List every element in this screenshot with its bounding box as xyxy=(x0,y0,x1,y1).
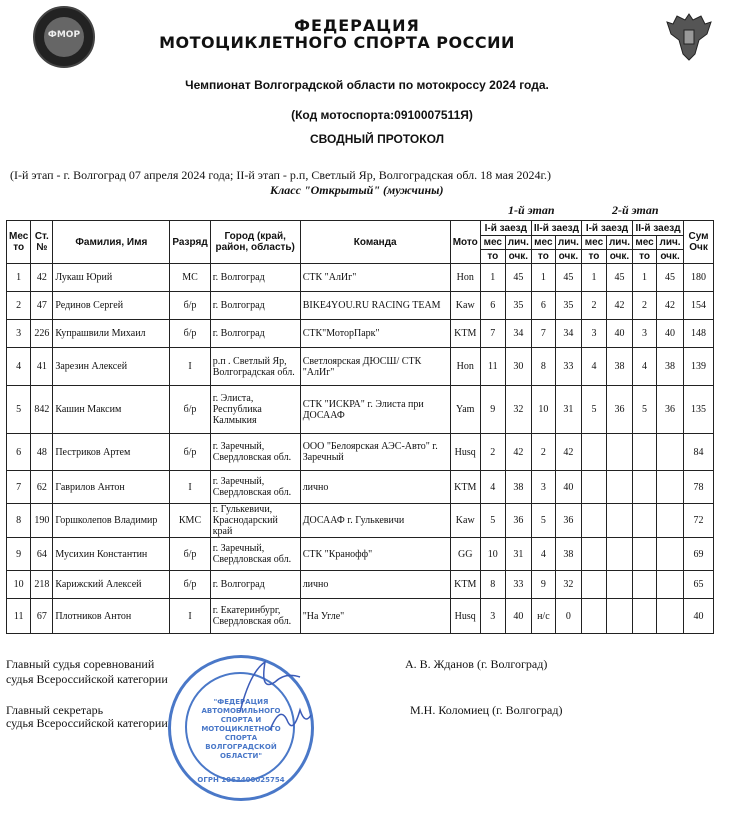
table-row xyxy=(7,599,714,634)
cell-s1h2m: 7 xyxy=(531,320,555,348)
col-city: Город (край, район, область) xyxy=(210,221,300,264)
cell-sum: 78 xyxy=(684,471,714,504)
cell-s1h1p: 30 xyxy=(505,348,531,386)
cell-team: Светлоярская ДЮСШ/ СТК "АлИг" xyxy=(300,348,450,386)
protocol-title: СВОДНЫЙ ПРОТОКОЛ xyxy=(309,132,445,146)
cell-num: 190 xyxy=(31,504,53,538)
cell-num: 41 xyxy=(31,348,53,386)
cell-moto: Hon xyxy=(450,348,480,386)
cell-s2h1m xyxy=(581,538,606,571)
sub-och: очк. xyxy=(505,250,531,264)
stage2-label: 2-й этап xyxy=(612,203,659,217)
cell-s1h1p: 34 xyxy=(505,320,531,348)
cell-name: Рединов Сергей xyxy=(53,292,170,320)
cell-rank: I xyxy=(170,471,210,504)
cell-rank: I xyxy=(170,348,210,386)
secretary-name: М.Н. Коломиец (г. Волгоград) xyxy=(410,703,563,717)
cell-s2h1m xyxy=(581,571,606,599)
cell-rank: б/р xyxy=(170,292,210,320)
cell-s2h2p xyxy=(657,504,684,538)
cell-s1h2m: 9 xyxy=(531,571,555,599)
championship-title: Чемпионат Волгоградской области по мотокроссу 2024 года. xyxy=(185,78,549,92)
cell-s2h2p xyxy=(657,471,684,504)
cell-sum: 72 xyxy=(684,504,714,538)
cell-sum: 154 xyxy=(684,292,714,320)
cell-s1h2p: 36 xyxy=(555,504,581,538)
cell-sum: 65 xyxy=(684,571,714,599)
cell-s1h2m: 5 xyxy=(531,504,555,538)
sub-mes: мес xyxy=(531,236,555,250)
cell-place: 9 xyxy=(7,538,31,571)
cell-s1h1p: 42 xyxy=(505,434,531,471)
cell-s2h2m xyxy=(633,571,657,599)
sub-mes: мес xyxy=(480,236,505,250)
cell-team: СТК "ИСКРА" г. Элиста при ДОСААФ xyxy=(300,386,450,434)
cell-s2h2m xyxy=(633,538,657,571)
cell-num: 226 xyxy=(31,320,53,348)
cell-s1h1m: 7 xyxy=(480,320,505,348)
cell-s1h1p: 40 xyxy=(505,599,531,634)
cell-name: Пестриков Артем xyxy=(53,434,170,471)
cell-s2h2m xyxy=(633,504,657,538)
cell-team: "На Угле" xyxy=(300,599,450,634)
cell-moto: Kaw xyxy=(450,292,480,320)
sub-lich: лич. xyxy=(505,236,531,250)
col-sum: Сум Очк xyxy=(684,221,714,264)
cell-num: 42 xyxy=(31,264,53,292)
cell-s2h1p: 38 xyxy=(606,348,632,386)
table-row xyxy=(7,471,714,504)
cell-rank: б/р xyxy=(170,571,210,599)
cell-s1h2p: 32 xyxy=(555,571,581,599)
cell-s1h1m: 1 xyxy=(480,264,505,292)
cell-sum: 69 xyxy=(684,538,714,571)
class-label: Класс "Открытый" (мужчины) xyxy=(270,183,444,197)
cell-moto: Kaw xyxy=(450,504,480,538)
cell-s1h1m: 3 xyxy=(480,599,505,634)
cell-name: Купрашвили Михаил xyxy=(53,320,170,348)
cell-s2h1m: 5 xyxy=(581,386,606,434)
cell-place: 10 xyxy=(7,571,31,599)
cell-s2h1p xyxy=(606,538,632,571)
cell-moto: Hon xyxy=(450,264,480,292)
federation-logo xyxy=(33,6,95,68)
cell-s2h1p xyxy=(606,434,632,471)
sub-to: то xyxy=(480,250,505,264)
cell-s1h1p: 36 xyxy=(505,504,531,538)
cell-moto: KTM xyxy=(450,320,480,348)
cell-place: 5 xyxy=(7,386,31,434)
cell-moto: Husq xyxy=(450,599,480,634)
cell-s2h2m: 3 xyxy=(633,320,657,348)
cell-city: г. Волгоград xyxy=(210,264,300,292)
cell-num: 218 xyxy=(31,571,53,599)
judge-title-2: судья Всероссийской категории xyxy=(6,672,168,686)
cell-s1h1p: 33 xyxy=(505,571,531,599)
cell-s1h2p: 45 xyxy=(555,264,581,292)
cell-s1h1m: 5 xyxy=(480,504,505,538)
cell-moto: Husq xyxy=(450,434,480,471)
cell-rank: б/р xyxy=(170,386,210,434)
cell-rank: б/р xyxy=(170,434,210,471)
cell-s1h2m: 10 xyxy=(531,386,555,434)
cell-moto: KTM xyxy=(450,571,480,599)
cell-name: Гаврилов Антон xyxy=(53,471,170,504)
cell-team: лично xyxy=(300,571,450,599)
cell-team: СТК"МоторПарк" xyxy=(300,320,450,348)
cell-city: р.п . Светлый Яр, Волгоградская обл. xyxy=(210,348,300,386)
table-row xyxy=(7,292,714,320)
cell-s1h2p: 35 xyxy=(555,292,581,320)
cell-s1h1m: 6 xyxy=(480,292,505,320)
cell-place: 8 xyxy=(7,504,31,538)
cell-name: Кашин Максим xyxy=(53,386,170,434)
col-rank: Разряд xyxy=(170,221,210,264)
cell-s1h1m: 8 xyxy=(480,571,505,599)
cell-s1h1p: 31 xyxy=(505,538,531,571)
cell-rank: МС xyxy=(170,264,210,292)
stage1-label: 1-й этап xyxy=(508,203,555,217)
cell-s2h1m: 1 xyxy=(581,264,606,292)
cell-s1h1p: 45 xyxy=(505,264,531,292)
cell-s1h1m: 10 xyxy=(480,538,505,571)
cell-city: г. Гулькевичи, Краснодарский край xyxy=(210,504,300,538)
cell-name: Лукаш Юрий xyxy=(53,264,170,292)
cell-s2h1p: 42 xyxy=(606,292,632,320)
cell-s1h2p: 0 xyxy=(555,599,581,634)
sub-mes: мес xyxy=(633,236,657,250)
cell-s2h2m xyxy=(633,471,657,504)
cell-place: 3 xyxy=(7,320,31,348)
col-moto: Мото xyxy=(450,221,480,264)
table-row xyxy=(7,571,714,599)
sub-och: очк. xyxy=(606,250,632,264)
sub-och: очк. xyxy=(657,250,684,264)
cell-s2h2p xyxy=(657,434,684,471)
cell-city: г. Волгоград xyxy=(210,320,300,348)
cell-num: 62 xyxy=(31,471,53,504)
cell-s2h1p xyxy=(606,471,632,504)
cell-rank: б/р xyxy=(170,538,210,571)
cell-s2h1p: 45 xyxy=(606,264,632,292)
cell-team: BIKE4YOU.RU RACING TEAM xyxy=(300,292,450,320)
table-row xyxy=(7,504,714,538)
col-s2-heat2: II-й заезд xyxy=(633,221,684,236)
sport-code: (Код мотоспорта:0910007511Я) xyxy=(291,108,473,122)
secretary-title-2: судья Всероссийской категории xyxy=(6,716,168,730)
cell-s1h1m: 4 xyxy=(480,471,505,504)
judge-title-1: Главный судья соревнований xyxy=(6,657,155,671)
stages-info: (I-й этап - г. Волгоград 07 апреля 2024 года; II-й этап - р.п, Светлый Яр, Волгоградская обл. 18 мая 2024г.) xyxy=(10,168,552,182)
cell-s2h2p: 40 xyxy=(657,320,684,348)
table-row xyxy=(7,386,714,434)
cell-num: 64 xyxy=(31,538,53,571)
cell-sum: 148 xyxy=(684,320,714,348)
cell-s2h2p: 45 xyxy=(657,264,684,292)
cell-city: г. Екатеринбург, Свердловская обл. xyxy=(210,599,300,634)
logo-text: ФМОР xyxy=(47,30,81,40)
cell-num: 48 xyxy=(31,434,53,471)
cell-city: г. Заречный, Свердловская обл. xyxy=(210,538,300,571)
cell-city: г. Заречный, Свердловская обл. xyxy=(210,471,300,504)
sub-och: очк. xyxy=(555,250,581,264)
cell-s2h2m xyxy=(633,599,657,634)
cell-s1h2p: 40 xyxy=(555,471,581,504)
cell-s2h2m: 5 xyxy=(633,386,657,434)
col-s2-heat1: I-й заезд xyxy=(581,221,632,236)
cell-moto: GG xyxy=(450,538,480,571)
table-row xyxy=(7,538,714,571)
cell-s2h2m xyxy=(633,434,657,471)
cell-num: 47 xyxy=(31,292,53,320)
cell-s1h1m: 11 xyxy=(480,348,505,386)
cell-s1h2p: 33 xyxy=(555,348,581,386)
cell-s1h2m: 4 xyxy=(531,538,555,571)
cell-s1h2p: 42 xyxy=(555,434,581,471)
cell-place: 1 xyxy=(7,264,31,292)
cell-s2h1m xyxy=(581,471,606,504)
cell-team: СТК "Кранофф" xyxy=(300,538,450,571)
cell-team: ДОСААФ г. Гулькевичи xyxy=(300,504,450,538)
cell-name: Карижский Алексей xyxy=(53,571,170,599)
stamp-center-text: "ФЕДЕРАЦИЯ АВТОМОБИЛЬНОГО СПОРТА И МОТОЦИКЛЕТНОГО СПОРТА ВОЛГОГРАДСКОЙ ОБЛАСТИ" xyxy=(201,698,281,760)
cell-name: Горшколепов Владимир xyxy=(53,504,170,538)
cell-name: Плотников Антон xyxy=(53,599,170,634)
cell-place: 6 xyxy=(7,434,31,471)
cell-s2h1m xyxy=(581,504,606,538)
cell-s2h1p xyxy=(606,504,632,538)
cell-team: ООО "Белоярская АЭС-Авто" г. Заречный xyxy=(300,434,450,471)
cell-city: г. Элиста, Республика Калмыкия xyxy=(210,386,300,434)
cell-sum: 40 xyxy=(684,599,714,634)
cell-s1h2m: 2 xyxy=(531,434,555,471)
cell-s2h1m: 4 xyxy=(581,348,606,386)
cell-place: 4 xyxy=(7,348,31,386)
stamp-ogrn: ОГРН 1063400025754 xyxy=(197,776,285,784)
cell-s2h1p: 36 xyxy=(606,386,632,434)
col-name: Фамилия, Имя xyxy=(53,221,170,264)
cell-s1h1p: 32 xyxy=(505,386,531,434)
cell-s2h2m: 1 xyxy=(633,264,657,292)
sub-to: то xyxy=(633,250,657,264)
cell-s2h1m xyxy=(581,434,606,471)
sub-to: то xyxy=(531,250,555,264)
table-row xyxy=(7,434,714,471)
cell-team: лично xyxy=(300,471,450,504)
judge-name: А. В. Жданов (г. Волгоград) xyxy=(405,657,548,671)
cell-rank: I xyxy=(170,599,210,634)
cell-sum: 139 xyxy=(684,348,714,386)
col-number: Ст. № xyxy=(31,221,53,264)
cell-s1h2m: 8 xyxy=(531,348,555,386)
cell-team: СТК "АлИг" xyxy=(300,264,450,292)
sub-lich: лич. xyxy=(606,236,632,250)
cell-sum: 180 xyxy=(684,264,714,292)
federation-title-line1: ФЕДЕРАЦИЯ xyxy=(294,16,420,35)
federation-title-line2: МОТОЦИКЛЕТНОГО СПОРТА РОССИИ xyxy=(159,33,515,52)
cell-s1h2m: 6 xyxy=(531,292,555,320)
cell-s2h2p: 38 xyxy=(657,348,684,386)
sub-lich: лич. xyxy=(657,236,684,250)
results-table xyxy=(6,220,714,634)
cell-s1h2m: н/с xyxy=(531,599,555,634)
cell-s2h2p: 42 xyxy=(657,292,684,320)
cell-s2h2p xyxy=(657,571,684,599)
cell-num: 842 xyxy=(31,386,53,434)
cell-place: 11 xyxy=(7,599,31,634)
cell-s2h2p xyxy=(657,538,684,571)
secretary-title-1: Главный секретарь xyxy=(6,703,104,717)
cell-s1h1m: 9 xyxy=(480,386,505,434)
cell-s1h2p: 38 xyxy=(555,538,581,571)
cell-moto: Yam xyxy=(450,386,480,434)
cell-sum: 135 xyxy=(684,386,714,434)
col-place: Мес то xyxy=(7,221,31,264)
cell-s1h2p: 34 xyxy=(555,320,581,348)
cell-s2h1m: 2 xyxy=(581,292,606,320)
col-s1-heat1: I-й заезд xyxy=(480,221,531,236)
secretary-signature xyxy=(265,700,315,740)
cell-s1h2p: 31 xyxy=(555,386,581,434)
cell-city: г. Волгоград xyxy=(210,292,300,320)
table-row xyxy=(7,264,714,292)
cell-city: г. Волгоград xyxy=(210,571,300,599)
eagle-emblem-icon xyxy=(665,10,713,64)
cell-num: 67 xyxy=(31,599,53,634)
cell-s1h2m: 1 xyxy=(531,264,555,292)
cell-s2h2p: 36 xyxy=(657,386,684,434)
col-team: Команда xyxy=(300,221,450,264)
cell-place: 2 xyxy=(7,292,31,320)
sub-to: то xyxy=(581,250,606,264)
cell-s1h1m: 2 xyxy=(480,434,505,471)
cell-sum: 84 xyxy=(684,434,714,471)
cell-s2h2p xyxy=(657,599,684,634)
cell-place: 7 xyxy=(7,471,31,504)
sub-mes: мес xyxy=(581,236,606,250)
cell-moto: KTM xyxy=(450,471,480,504)
cell-s2h1p xyxy=(606,599,632,634)
cell-name: Зарезин Алексей xyxy=(53,348,170,386)
cell-s2h2m: 4 xyxy=(633,348,657,386)
cell-s2h1p: 40 xyxy=(606,320,632,348)
cell-s1h1p: 35 xyxy=(505,292,531,320)
cell-name: Мусихин Константин xyxy=(53,538,170,571)
cell-rank: КМС xyxy=(170,504,210,538)
table-row xyxy=(7,348,714,386)
cell-s2h1m: 3 xyxy=(581,320,606,348)
table-row xyxy=(7,320,714,348)
cell-s2h1m xyxy=(581,599,606,634)
cell-s2h1p xyxy=(606,571,632,599)
cell-city: г. Заречный, Свердловская обл. xyxy=(210,434,300,471)
cell-s1h2m: 3 xyxy=(531,471,555,504)
sub-lich: лич. xyxy=(555,236,581,250)
cell-s1h1p: 38 xyxy=(505,471,531,504)
cell-rank: б/р xyxy=(170,320,210,348)
col-s1-heat2: II-й заезд xyxy=(531,221,581,236)
cell-s2h2m: 2 xyxy=(633,292,657,320)
